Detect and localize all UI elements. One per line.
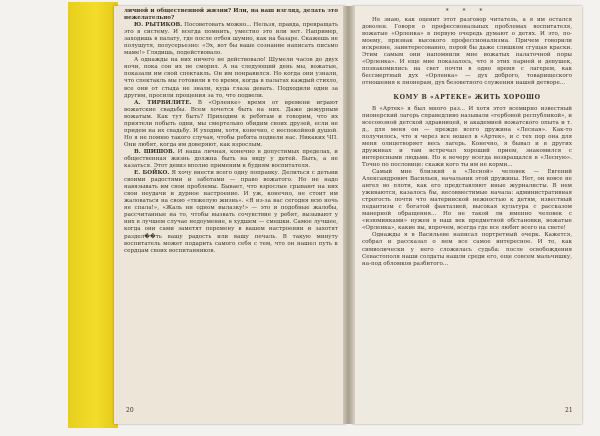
paragraph-text: Я хочу внести всего одну поправку. Делиться с детьми своими радостями и заботами — право вожатого. Но не надо навязывать им свои проблемы. Бывает, что взрослые срывают на них свои неудачи и дурное настроение. И уж, конечно, не стоит им жаловаться на свою «тяжелую жизнь». «Я из-за вас сегодня всю ночь не спала!», «Жаль ни одном вылазку!» — это и подобные жалобы, рассчитанные на то, чтобы вызвать сочувствие у ребят, вызывают у них в лучшем случае недоумение, в худшем — смешки. Самое лучшее, когда они сами заметят перемену в вашем настроении и захотят раздел��ть вашу радость или вашу печаль. В такую минуту воспитатель может подарить самого себя с тем, что он нашел путь к сердцам своих воспитанников. — [124, 170, 338, 254]
left-paragraph — [124, 57, 338, 99]
page-number-left: 20 — [126, 407, 134, 414]
speaker-name: А. ТИРВИЛИТЕ. — [134, 99, 192, 106]
right-paragraph: В «Артек» я был много раз... И хотя этот всемирно известный пионерский лагерь справедливо называли «гербовой республикой», и всесоюзной детской здравницей, и академией вожатского опыта и т. д., для меня он — прежде всего дружина «Лесная». Как-то получилось, что я через все вошел в «Артек», и с тех пор она для меня олицетворяет весь лагерь. Конечно, я бывал и в других дружинах и там встречал хороший прием, знакомился с интересными людьми. Но к вечеру всегда возвращался в «Лесную». Точно по пословице: скажи кого ты им не корми... — [362, 105, 572, 168]
left-page-text — [124, 8, 338, 255]
paragraph-text: И наша личная, конечно в допустимых пределах, и общественная жизнь должна быть на виду у детей. Быть, а не казаться. Этот девиз вполне применим к будням воспитателя. — [124, 148, 338, 170]
right-paragraph: Самый мне близкий в «Лесной» человек — Евгений Александрович Васильев, начальник этой дружины. Нет, он вовсе не ангел во плоти, как его представляют иные журналисты. В нем уживаются, казалось бы, несовместимые начала: административная строгость почти что материнской нежностью к детям, известный педантизм с богатой фантазией, высокая культура с рассказом манерной обращения... Но не такой ли именно человек с «изюминками» нужен в наш век предметной обстановки, вожатые «Орленка», какие вы, впрочем, всегда где все любят всего на свете! — [362, 168, 572, 232]
left-paragraph — [124, 8, 338, 22]
left-paragraph — [124, 149, 338, 170]
left-paragraph — [124, 22, 338, 57]
section-separator-stars: * * * — [445, 8, 489, 15]
right-paragraph: Однажды я в Васильеве написал портретный очерк. Кажется, собрал и рассказал о нем все самое интересное. И то, как символически у него сложилась судьба: после освобождения Севастополя наши солдаты нашли среди его, еще совсем мальчишку, на-под обломков разбитого... — [362, 232, 572, 267]
left-paragraph — [124, 100, 338, 149]
paragraph-text: Посоветовать можно... Нельзя, правда, превращать это в систему. И всегда помнить, уместно это или нет. Например, заходишь в палату, где после отбоя шумно, как на базаре. Скажешь не полушутя, полусерьезно: «Эх, вот бы ваше сознание написать письмо маме!» Глядишь, подействовало. — [124, 22, 338, 57]
page-number-right: 21 — [565, 407, 573, 414]
right-page-text — [362, 8, 572, 268]
left-paragraph — [124, 170, 338, 255]
speaker-name: Е. БОЙКО. — [134, 170, 170, 177]
paragraph-text: А однажды на них ничего не действовало! Шумели часов до двух ночи, пока сон их не сморил. А на следующий день мы, вожатые, показали им свой спектакль. Он им понравился. Но когда они узнали, что спектакль мы готовили в то время, когда в палатах каждый стихло, все они от стыда не знали, куда глаза девать. Подходили один за другим, просили прощения за то, что подвели. — [124, 57, 338, 99]
yellow-book-edge — [68, 2, 118, 428]
speaker-name: Ю. РЫТИКОВ. — [134, 22, 183, 29]
speaker-name: В. ШИШОВ. — [134, 148, 175, 155]
right-intro-paragraph: Не знаю, как оценит этот разговор читатель, а я им остался доволен. Говоря о профессиональных проблемах воспитателя, вожатые «Орленка» в первую очередь думают о детях. И это, по-моему, признак высокого профессионализма. Причем говорили искренне, заинтересованно, порой бы даже слишком сгущая краски. Этим самым они напомнили мне вожатых палаточной поры «Орленка». И еще мне показалось, что я этих парней и девушек, познакомились на свет почти в одно время с лагерем, как бессмертный дух «Орленка» — дух доброго, товарищеского отношения к пионерам, дух безоветного служения нашей детворе... — [362, 17, 572, 87]
book-gutter — [343, 6, 355, 424]
paragraph-text: личной и общественной жизни? Или, на ваш взгляд, делать это нежелательно? — [124, 8, 338, 22]
paragraph-text: В «Орленке» время от времени играют вожатские свадьбы. Всем хочется быть на них. Даже дежурным вожатым. Как тут быть? Приходим к ребятам и говорим, что их приятели побыть одни, мы смертельно обидим своих друзей, если не придем на их свадьбу. И уходим, хотя, конечно, с неспокойной душой. Но я не помню такого случая, чтобы ребята подвели нас. Никаких ЧП. Они любят, когда им доверяют, как взрослым. — [124, 99, 338, 148]
section-heading: КОМУ В «АРТЕКЕ» ЖИТЬ ХОРОШО — [393, 93, 541, 101]
